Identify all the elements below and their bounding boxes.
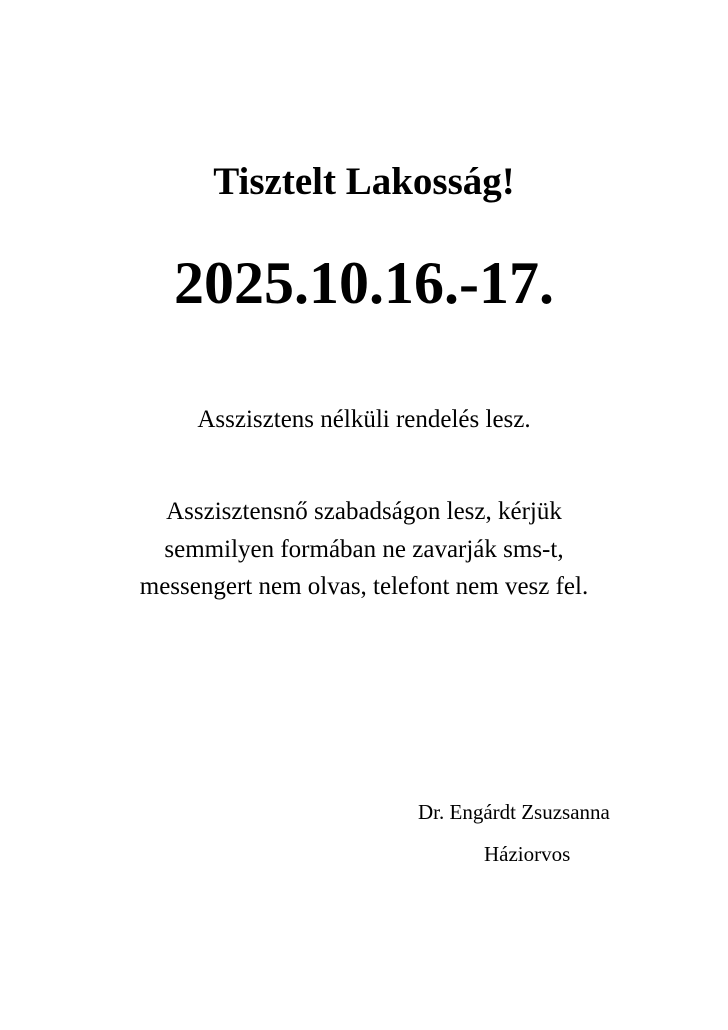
details-line-1: Asszisztensnő szabadságon lesz, kérjük xyxy=(166,498,562,525)
date-heading: 2025.10.16.-17. xyxy=(174,250,554,316)
message-text: Asszisztens nélküli rendelés lesz. xyxy=(197,406,531,433)
signature-name: Dr. Engárdt Zsuzsanna xyxy=(418,800,610,824)
greeting-heading: Tisztelt Lakosság! xyxy=(213,160,515,203)
signature-role: Háziorvos xyxy=(484,842,571,866)
details-line-2: semmilyen formában ne zavarják sms-t, xyxy=(164,536,564,563)
details-line-3: messengert nem olvas, telefont nem vesz fel. xyxy=(139,573,589,600)
